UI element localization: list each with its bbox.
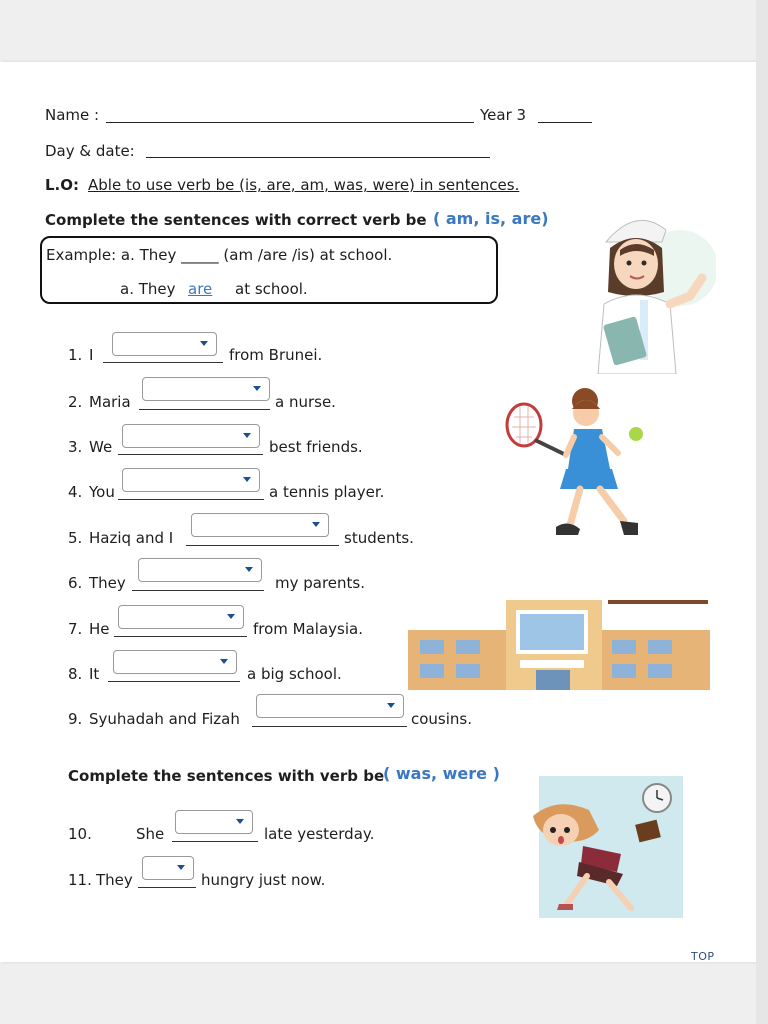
question-subject: Syuhadah and Fizah [89,710,240,728]
chevron-down-icon [227,614,235,619]
day-date-label: Day & date: [45,142,135,160]
chevron-down-icon [243,477,251,482]
question-subject: They [89,574,126,592]
top-link[interactable]: TOP [691,950,715,963]
answer-dropdown-8[interactable] [113,650,237,674]
example-line1: Example: a. They _____ (am /are /is) at school. [46,246,393,264]
answer-dropdown-9[interactable] [256,694,404,718]
answer-line [132,590,264,591]
question-subject: She [136,825,165,843]
chevron-down-icon [387,703,395,708]
question-predicate: hungry just now. [201,871,326,889]
question-subject: We [89,438,113,456]
nurse-illustration [592,208,716,374]
answer-line [139,409,270,410]
answer-line [118,454,263,455]
question-subject: Maria [89,393,131,411]
question-number: 3. [68,438,83,456]
name-line [106,122,474,123]
chevron-down-icon [312,522,320,527]
question-number: 5. [68,529,83,547]
question-subject: They [96,871,133,889]
example-line2-prefix: a. They [120,280,176,298]
question-predicate: a big school. [247,665,342,683]
question-subject: It [89,665,100,683]
chevron-down-icon [220,659,228,664]
day-date-line [146,157,490,158]
question-subject: Haziq and I [89,529,174,547]
example-answer: are [188,280,213,298]
chevron-down-icon [177,865,185,870]
question-subject: I [89,346,94,364]
question-predicate: a nurse. [275,393,336,411]
question-number: 2. [68,393,83,411]
answer-dropdown-11[interactable] [142,856,194,880]
section2-instruction: Complete the sentences with verb be [68,767,385,785]
question-predicate: best friends. [269,438,363,456]
year-line [538,122,592,123]
question-predicate: a tennis player. [269,483,385,501]
answer-line [172,841,258,842]
lo-text: Able to use verb be (is, are, am, was, were) in sentences. [88,176,520,194]
chevron-down-icon [200,341,208,346]
answer-dropdown-1[interactable] [112,332,217,356]
question-predicate: from Malaysia. [253,620,363,638]
question-predicate: cousins. [411,710,473,728]
question-number: 8. [68,665,83,683]
answer-dropdown-6[interactable] [138,558,262,582]
question-number: 11. [68,871,92,889]
section1-choices: ( am, is, are) [433,209,549,228]
chevron-down-icon [253,386,261,391]
answer-line [186,545,339,546]
question-number: 1. [68,346,83,364]
answer-dropdown-10[interactable] [175,810,253,834]
answer-line [108,681,240,682]
answer-dropdown-2[interactable] [142,377,270,401]
question-predicate: from Brunei. [229,346,323,364]
answer-dropdown-4[interactable] [122,468,260,492]
name-label: Name : [45,106,100,124]
scrollbar-track[interactable] [756,0,768,1024]
answer-dropdown-3[interactable] [122,424,260,448]
question-number: 9. [68,710,83,728]
school-building-illustration [408,600,710,690]
answer-line [138,887,196,888]
section2-choices: ( was, were ) [383,764,500,783]
question-number: 10. [68,825,92,843]
chevron-down-icon [245,567,253,572]
question-predicate: my parents. [275,574,366,592]
tennis-player-illustration [500,385,648,543]
answer-dropdown-7[interactable] [118,605,244,629]
question-subject: He [89,620,110,638]
lo-label: L.O: [45,176,80,194]
question-number: 7. [68,620,83,638]
chevron-down-icon [236,819,244,824]
answer-line [252,726,407,727]
section1-instruction: Complete the sentences with correct verb be [45,211,427,229]
question-predicate: late yesterday. [264,825,375,843]
question-number: 4. [68,483,83,501]
answer-dropdown-5[interactable] [191,513,329,537]
late-girl-illustration [527,776,683,918]
question-subject: You [89,483,115,501]
question-number: 6. [68,574,83,592]
example-line2-suffix: at school. [235,280,308,298]
question-predicate: students. [344,529,414,547]
chevron-down-icon [243,433,251,438]
answer-line [103,362,223,363]
answer-line [114,636,247,637]
answer-line [118,499,264,500]
year-label: Year 3 [480,106,527,124]
